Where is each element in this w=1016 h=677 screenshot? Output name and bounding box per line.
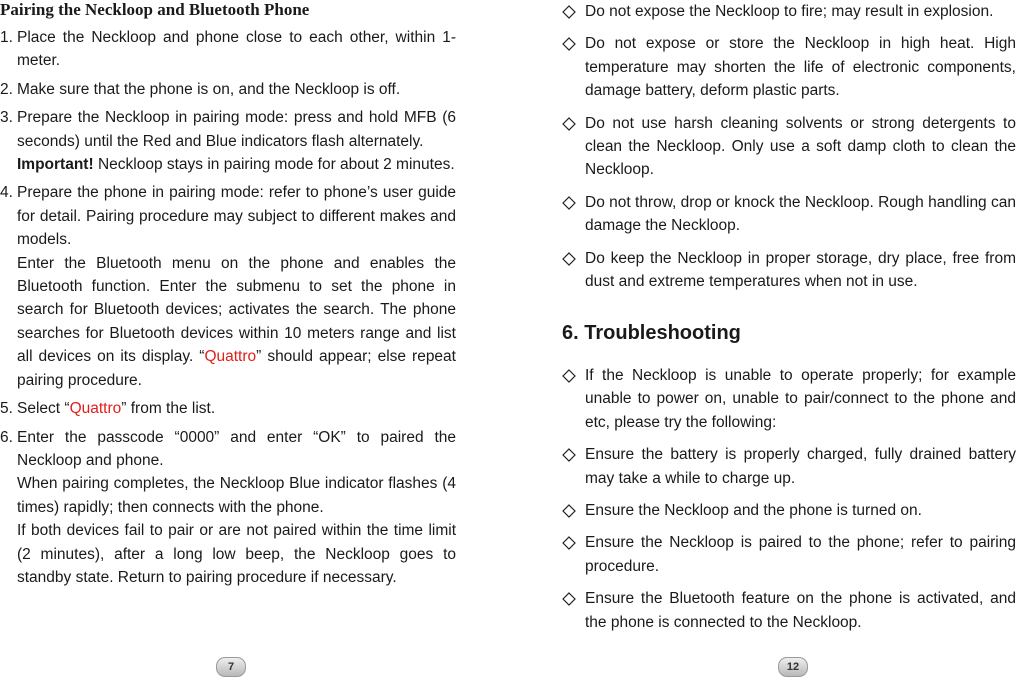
important-note <box>17 153 456 176</box>
step-text: Prepare the phone in pairing mode: refer to phone’s user guide for detail. Pairing procedure may subject to different makes and models. <box>17 184 456 249</box>
list-item: Do not expose or store the Neckloop in high heat. High temperature may shorten the life of electronic components, damage battery, deform plastic parts. <box>562 32 1016 102</box>
page-number: 7 <box>216 657 246 677</box>
precautions-list <box>562 0 1016 302</box>
list-item <box>0 106 456 176</box>
diamond-bullet-icon <box>562 592 576 606</box>
list-item: Do keep the Neckloop in proper storage, dry place, free from dust and extreme temperatures when not in use. <box>562 247 1016 294</box>
step-text: Prepare the Neckloop in pairing mode: press and hold MFB (6 seconds) until the Red and Blue indicators flash alternately. <box>17 109 456 150</box>
step-number: 6. <box>0 428 13 446</box>
troubleshooting-list <box>562 364 1016 643</box>
list-item: If the Neckloop is unable to operate properly; for example unable to power on, unable to pair/connect to the phone and etc, please try the following: <box>562 364 1016 434</box>
diamond-bullet-icon <box>562 504 576 518</box>
list-item: Do not throw, drop or knock the Neckloop. Rough handling can damage the Neckloop. <box>562 191 1016 238</box>
list-item: Ensure the Neckloop is paired to the phone; refer to pairing procedure. <box>562 531 1016 578</box>
list-item: Ensure the Bluetooth feature on the phone is activated, and the phone is connected to the Neckloop. <box>562 587 1016 634</box>
important-label: Important! <box>17 156 94 174</box>
pairing-heading: Pairing the Neckloop and Bluetooth Phone <box>0 0 310 19</box>
step-number: 4. <box>0 184 13 202</box>
device-name: Quattro <box>204 348 257 366</box>
diamond-bullet-icon <box>562 196 576 210</box>
step-text-continued: Enter the Bluetooth menu on the phone and enables the Bluetooth function. Enter the submenu to set the phone in search for Bluetooth devices; activates the search. The phone searches for Bluetooth devices within 10 meters range and list all devices on its display. “Quattro” should appear; else repeat pairing procedure. <box>17 254 456 389</box>
step-text: Enter the passcode “0000” and enter “OK” to paired the Neckloop and phone. <box>17 428 456 469</box>
diamond-bullet-icon <box>562 448 576 462</box>
step-number: 5. <box>0 400 13 418</box>
step-number: 1. <box>0 29 13 46</box>
step-text: Place the Neckloop and phone close to each other, within 1-meter. <box>17 29 456 70</box>
diamond-bullet-icon <box>562 536 576 550</box>
diamond-bullet-icon <box>562 369 576 383</box>
list-item <box>0 181 456 392</box>
list-item <box>0 397 456 420</box>
list-item <box>0 26 456 73</box>
list-item: Do not use harsh cleaning solvents or strong detergents to clean the Neckloop. Only use a soft damp cloth to clean the Neckloop. <box>562 112 1016 182</box>
step-text-continued: When pairing completes, the Neckloop Blue indicator flashes (4 times) rapidly; then connects with the phone. <box>17 475 456 516</box>
step-text: Make sure that the phone is on, and the Neckloop is off. <box>17 80 401 98</box>
step-text: Select “Quattro” from the list. <box>17 400 216 418</box>
list-item <box>0 426 456 590</box>
section-title: 6. Troubleshooting <box>562 322 741 344</box>
diamond-bullet-icon <box>562 117 576 131</box>
list-item: Ensure the Neckloop and the phone is turned on. <box>562 499 1016 522</box>
diamond-bullet-icon <box>562 252 576 266</box>
diamond-bullet-icon <box>562 37 576 51</box>
list-item <box>0 78 456 101</box>
page-number: 12 <box>778 657 808 677</box>
important-text: Neckloop stays in pairing mode for about 2 minutes. <box>93 156 455 174</box>
list-item: Ensure the battery is properly charged, fully drained battery may take a while to charge up. <box>562 443 1016 490</box>
device-name: Quattro <box>69 400 122 418</box>
step-text-continued: If both devices fail to pair or are not paired within the time limit (2 minutes), after a long low beep, the Neckloop goes to standby state. Return to pairing procedure if necessary. <box>17 522 456 586</box>
diamond-bullet-icon <box>562 5 576 19</box>
step-number: 3. <box>0 109 13 127</box>
step-number: 2. <box>0 80 13 98</box>
pairing-steps-list <box>0 26 456 594</box>
list-item: Do not expose the Neckloop to fire; may result in explosion. <box>562 0 1016 23</box>
